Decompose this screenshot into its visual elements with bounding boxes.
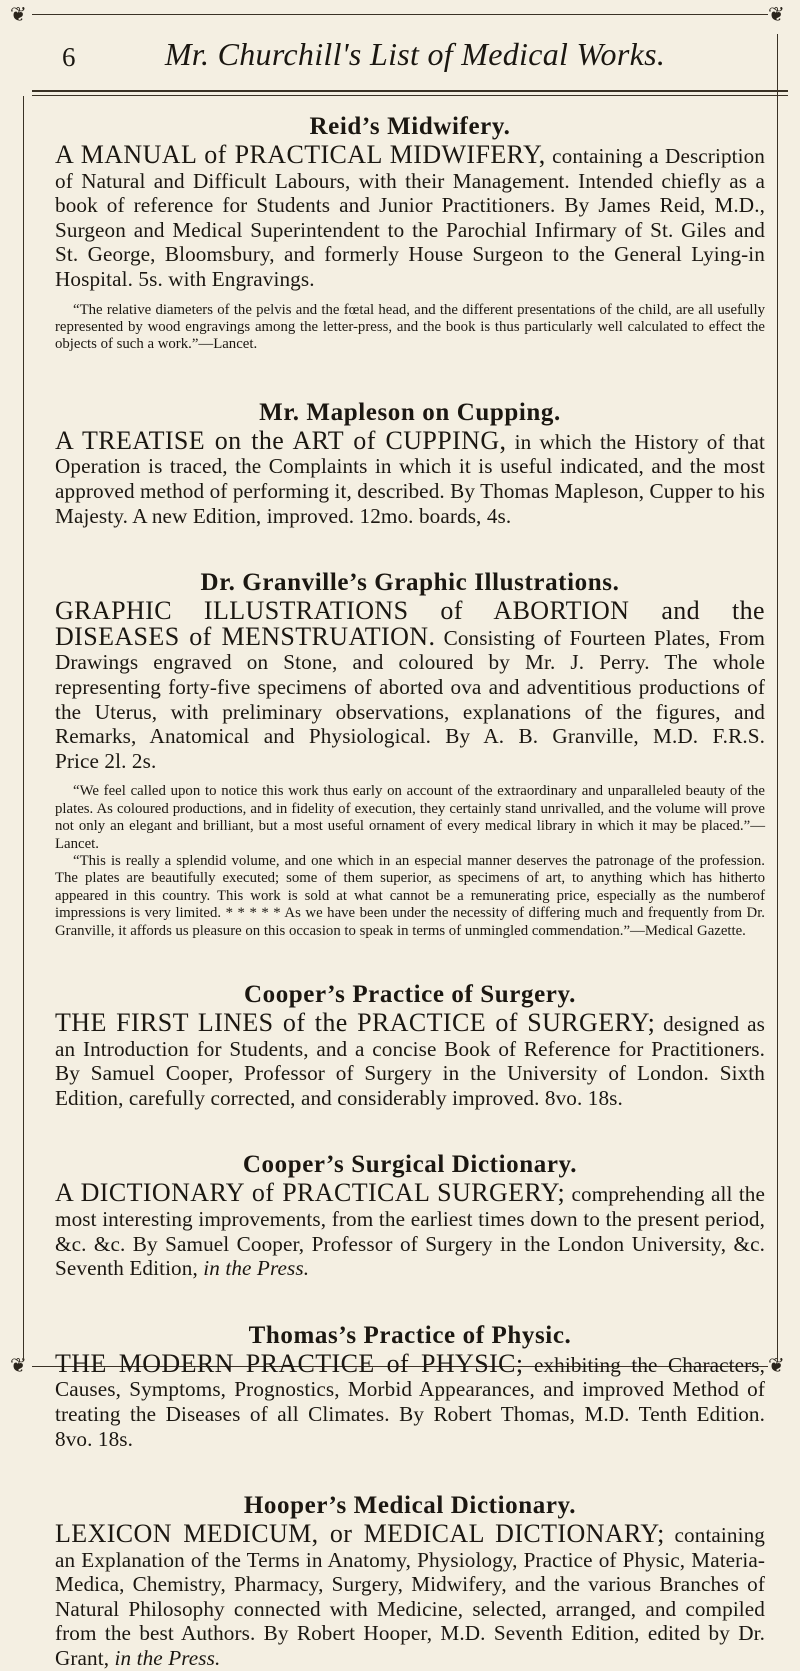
entry-lead: THE FIRST LINES of the PRACTICE of SURGERY; [55, 1007, 656, 1037]
entry-body: designed as an Introduction for Students, and a concise Book of Reference for Practitioners. By Samuel Cooper, Professor of Surgery in the University of London. Sixth Edition, carefully corrected, and considerably improved. [55, 1011, 765, 1110]
left-border [23, 96, 24, 1360]
entry-body: comprehending all the most interesting improvements, from the earliest times down to the present period, &c. &c. By Samuel Cooper, Professor of Surgery in the London University, &c. Seventh Edition, [55, 1182, 765, 1281]
header-rule-thin [32, 95, 788, 96]
entry-description [55, 1007, 765, 1110]
entry-heading: Thomas’s Practice of Physic. [248, 1321, 572, 1349]
entry-lead: A DICTIONARY of PRACTICAL SURGERY; [55, 1178, 566, 1208]
entry-price: in the Press. [114, 1646, 221, 1671]
entry-body: in which the History of that Operation is traced, the Complaints in which it is useful indicated, and the most approved method of performing it, described. By Thomas Mapleson, Cupper to his Majesty. A new Edition, improved. [55, 429, 765, 528]
entry-price: 5s. with Engravings. [138, 266, 315, 291]
entry-heading: Cooper’s Surgical Dictionary. [242, 1151, 578, 1179]
catalogue-entry [55, 112, 765, 354]
entry-description [55, 425, 765, 528]
entry-lead: A TREATISE on the ART of CUPPING, [55, 425, 507, 455]
catalogue-entry [55, 1321, 765, 1451]
entry-lead: A MANUAL of PRACTICAL MIDWIFERY, [55, 140, 546, 169]
page-number: 6 [62, 42, 76, 72]
corner-ornament-icon: ❦ [768, 4, 785, 26]
entry-price: 8vo. 18s. [544, 1085, 623, 1110]
entry-heading: Mr. Mapleson on Cupping. [259, 398, 561, 426]
catalogue-entry [55, 398, 765, 528]
entry-heading: Dr. Granville’s Graphic Illustrations. [200, 569, 620, 597]
entry-price: 12mo. boards, 4s. [359, 503, 512, 528]
catalogue-entry [55, 1491, 765, 1671]
entry-price: 8vo. 18s. [55, 1426, 134, 1451]
entry-heading: Reid’s Midwifery. [309, 113, 511, 140]
entry-review: “We feel called upon to notice this work thus early on account of the extraordinary and unparalleled beauty of the plates. As coloured productions, and in fidelity of execution, they certainly stand unrivalled, and the volume will prove not only an elegant and brilliant, but a most useful ornament of every medical library in which it may be placed.”—Lancet. [55, 783, 765, 852]
entry-description [55, 1178, 765, 1281]
entry-lead: THE MODERN PRACTICE of PHYSIC; [55, 1348, 524, 1378]
entry-description [55, 1348, 765, 1451]
corner-ornament-icon: ❦ [10, 1355, 27, 1377]
entries-list [55, 112, 765, 1671]
entry-description [55, 140, 765, 292]
entry-body: exhibiting the Characters, Causes, Symptoms, Prognostics, Morbid Appearances, and improved Method of treating the Diseases of all Climates. By Robert Thomas, M.D. Tenth Edition. [55, 1352, 765, 1426]
entry-price: Price 2l. 2s. [55, 748, 157, 773]
catalogue-entry [55, 980, 765, 1110]
entry-description [55, 1519, 765, 1671]
entry-lead: GRAPHIC ILLUSTRATIONS of ABORTION and the DISEASES of MENSTRUATION. [55, 596, 765, 651]
catalogue-entry [55, 568, 765, 940]
catalogue-entry [55, 1150, 765, 1280]
corner-ornament-icon: ❦ [10, 4, 27, 26]
entry-price: in the Press. [203, 1256, 310, 1281]
right-border [777, 34, 778, 1360]
corner-ornament-icon: ❦ [768, 1355, 785, 1377]
entry-review: “The relative diameters of the pelvis and the fœtal head, and the different presentations of the child, are all usefully represented by wood engravings among the letter-press, and the book is thus particularly well calculated to effect the objects of such a work.”—Lancet. [55, 301, 765, 353]
entry-heading: Hooper’s Medical Dictionary. [243, 1492, 577, 1520]
entry-description [55, 596, 765, 773]
entry-lead: LEXICON MEDICUM, or MEDICAL DICTIONARY; [55, 1519, 665, 1549]
entry-body: Consisting of Fourteen Plates, From Drawings engraved on Stone, and coloured by Mr. J. Perry. The whole representing forty-five specimens of aborted ova and adventitious productions of the Uterus, with preliminary observations, explanations of the figures, and Remarks, Anatomical and Physiological. By A. B. Granville, M.D. F.R.S. [55, 625, 765, 749]
entry-body: containing an Explanation of the Terms in Anatomy, Physiology, Practice of Physic, Materia-Medica, Chemistry, Pharmacy, Surgery, Midwifery, and the various Branches of Natural Philosophy connected with Medicine, selected, arranged, and compiled from the best Authors. By Robert Hooper, M.D. Seventh Edition, edited by Dr. Grant, [55, 1523, 765, 1671]
entry-body: containing a Description of Natural and Difficult Labours, with their Management. Intended chiefly as a book of reference for Students and Junior Practitioners. By James Reid, M.D., Surgeon and Medical Superintendent to the Parochial Infirmary of St. Giles and St. George, Bloomsbury, and formerly House Surgeon to the General Lying-in Hospital. [55, 144, 765, 291]
top-rule [32, 14, 768, 15]
entry-review: “This is really a splendid volume, and one which in an especial manner deserves the patronage of the profession. The plates are beautifully executed; some of them superior, as specimens of art, to anything which has hitherto appeared in this country. This work is sold at what cannot be a remunerating price, especially as the numberof impressions is very limited. * * * * * As we have been under the necessity of differing much and frequently from Dr. Granville, it affords us pleasure on this occasion to speak in terms of unmingled commendation.”—Medical Gazette. [55, 852, 765, 939]
running-title: Mr. Churchill's List of Medical Works. [164, 36, 666, 72]
entry-heading: Cooper’s Practice of Surgery. [243, 980, 577, 1008]
header-rule [32, 90, 788, 92]
